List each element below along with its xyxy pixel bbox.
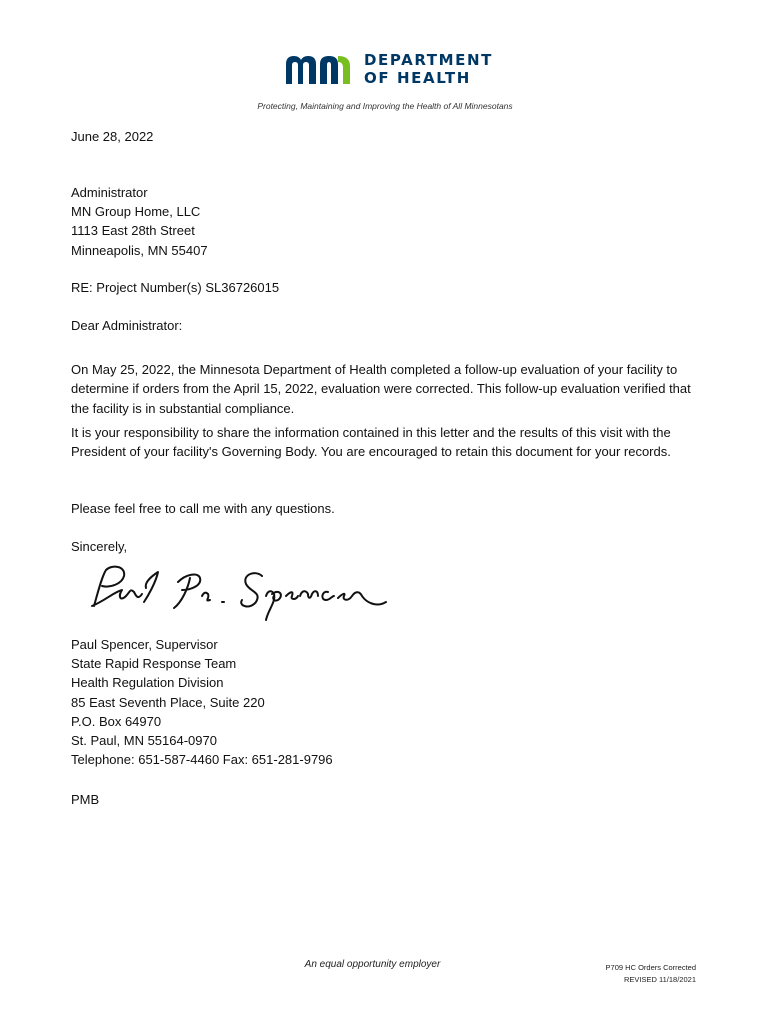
signature: [86, 562, 396, 626]
signer-block: [71, 635, 333, 769]
salutation: Dear Administrator:: [71, 318, 183, 333]
signature-icon: [86, 562, 396, 626]
signer-line: Health Regulation Division: [71, 675, 224, 691]
recipient-block: [71, 183, 208, 260]
tagline: Protecting, Maintaining and Improving the Health of All Minnesotans: [257, 101, 513, 111]
initials: PMB: [71, 792, 100, 807]
dept-line2: OF HEALTH: [364, 69, 471, 87]
signer-line: Telephone: 651-587-4460 Fax: 651-281-9796: [71, 752, 333, 768]
re-line: RE: Project Number(s) SL36726015: [71, 280, 280, 295]
recipient-line: Minneapolis, MN 55407: [71, 242, 208, 258]
mn-logo-mark-icon: [284, 52, 354, 88]
form-id-line2: REVISED 11/18/2021: [624, 975, 696, 984]
letter-date: June 28, 2022: [71, 129, 154, 144]
signer-line: 85 East Seventh Place, Suite 220: [71, 694, 265, 710]
closing: Sincerely,: [71, 539, 128, 554]
paragraph-1: On May 25, 2022, the Minnesota Department of Health completed a follow-up evaluation of your facility to determine if orders from the April 15, 2022, evaluation were corrected. This follow-up evaluation verified that the facility is in substantial compliance.: [71, 362, 691, 416]
signer-line: State Rapid Response Team: [71, 656, 237, 672]
recipient-line: Administrator: [71, 185, 148, 200]
signer-line: Paul Spencer, Supervisor: [71, 637, 218, 652]
paragraph-2: It is your responsibility to share the information contained in this letter and the results of this visit with the President of your facility's Governing Body. You are encouraged to retain this document for your records.: [71, 425, 671, 460]
recipient-line: MN Group Home, LLC: [71, 204, 201, 220]
dept-line1: DEPARTMENT: [364, 51, 493, 69]
signer-line: P.O. Box 64970: [71, 713, 162, 729]
recipient-line: 1113 East 28th Street: [71, 223, 195, 239]
footer-eoe: An equal opportunity employer: [304, 959, 441, 970]
paragraph-3: Please feel free to call me with any questions.: [71, 501, 335, 516]
signer-line: St. Paul, MN 55164-0970: [71, 733, 217, 749]
mdh-logo: [284, 52, 494, 88]
form-id: [540, 962, 696, 986]
form-id-line1: P709 HC Orders Corrected: [605, 963, 696, 972]
